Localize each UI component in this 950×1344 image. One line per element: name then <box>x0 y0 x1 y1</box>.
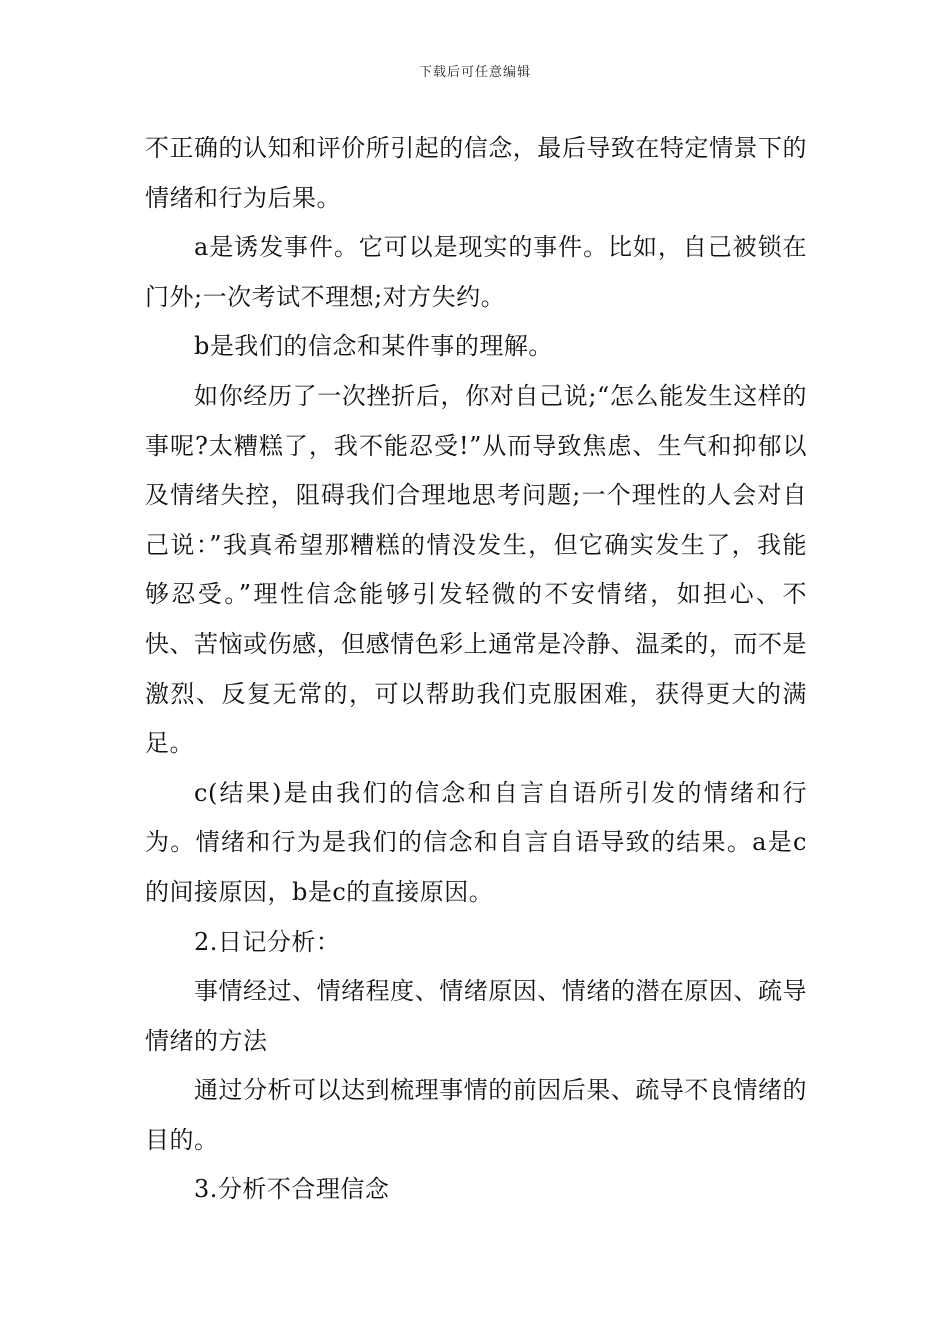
page-header: 下载后可任意编辑 <box>418 65 531 80</box>
paragraph-1: 不正确的认知和评价所引起的信念，最后导致在特定情景下的情绪和行为后果。 <box>145 134 807 212</box>
section-heading-irrational-beliefs: 3.分析不合理信念 <box>194 1175 390 1204</box>
paragraph-4: 如你经历了一次挫折后，你对自己说;“怎么能发生这样的事呢?太糟糕了，我不能忍受!”从而导致焦虑、生气和抑郁以及情绪失控，阻碍我们合理地思考问题;一个理性的人会对自己说：”我真希望那糟糕的情没发生，但它确实发生了，我能够忍受。”理性信念能够引发轻微的不安情绪，如担心、不快、苦恼或伤感，但感情色彩上通常是冷静、温柔的，而不是激烈、反复无常的，可以帮助我们克服困难，获得更大的满足。 <box>145 381 807 758</box>
paragraph-5: c(结果)是由我们的信念和自言自语所引发的情绪和行为。情绪和行为是我们的信念和自言自语导致的结果。a是c的间接原因，b是c的直接原因。 <box>145 778 807 906</box>
paragraph-2: a是诱发事件。它可以是现实的事件。比如，自己被锁在门外;一次考试不理想;对方失约。 <box>145 233 807 311</box>
paragraph-7: 通过分析可以达到梳理事情的前因后果、疏导不良情绪的目的。 <box>145 1076 807 1154</box>
paragraph-3: b是我们的信念和某件事的理解。 <box>194 332 553 361</box>
document-body <box>145 124 807 1215</box>
section-heading-diary-analysis: 2.日记分析： <box>194 927 341 956</box>
paragraph-6: 事情经过、情绪程度、情绪原因、情绪的潜在原因、疏导情绪的方法 <box>145 977 807 1055</box>
